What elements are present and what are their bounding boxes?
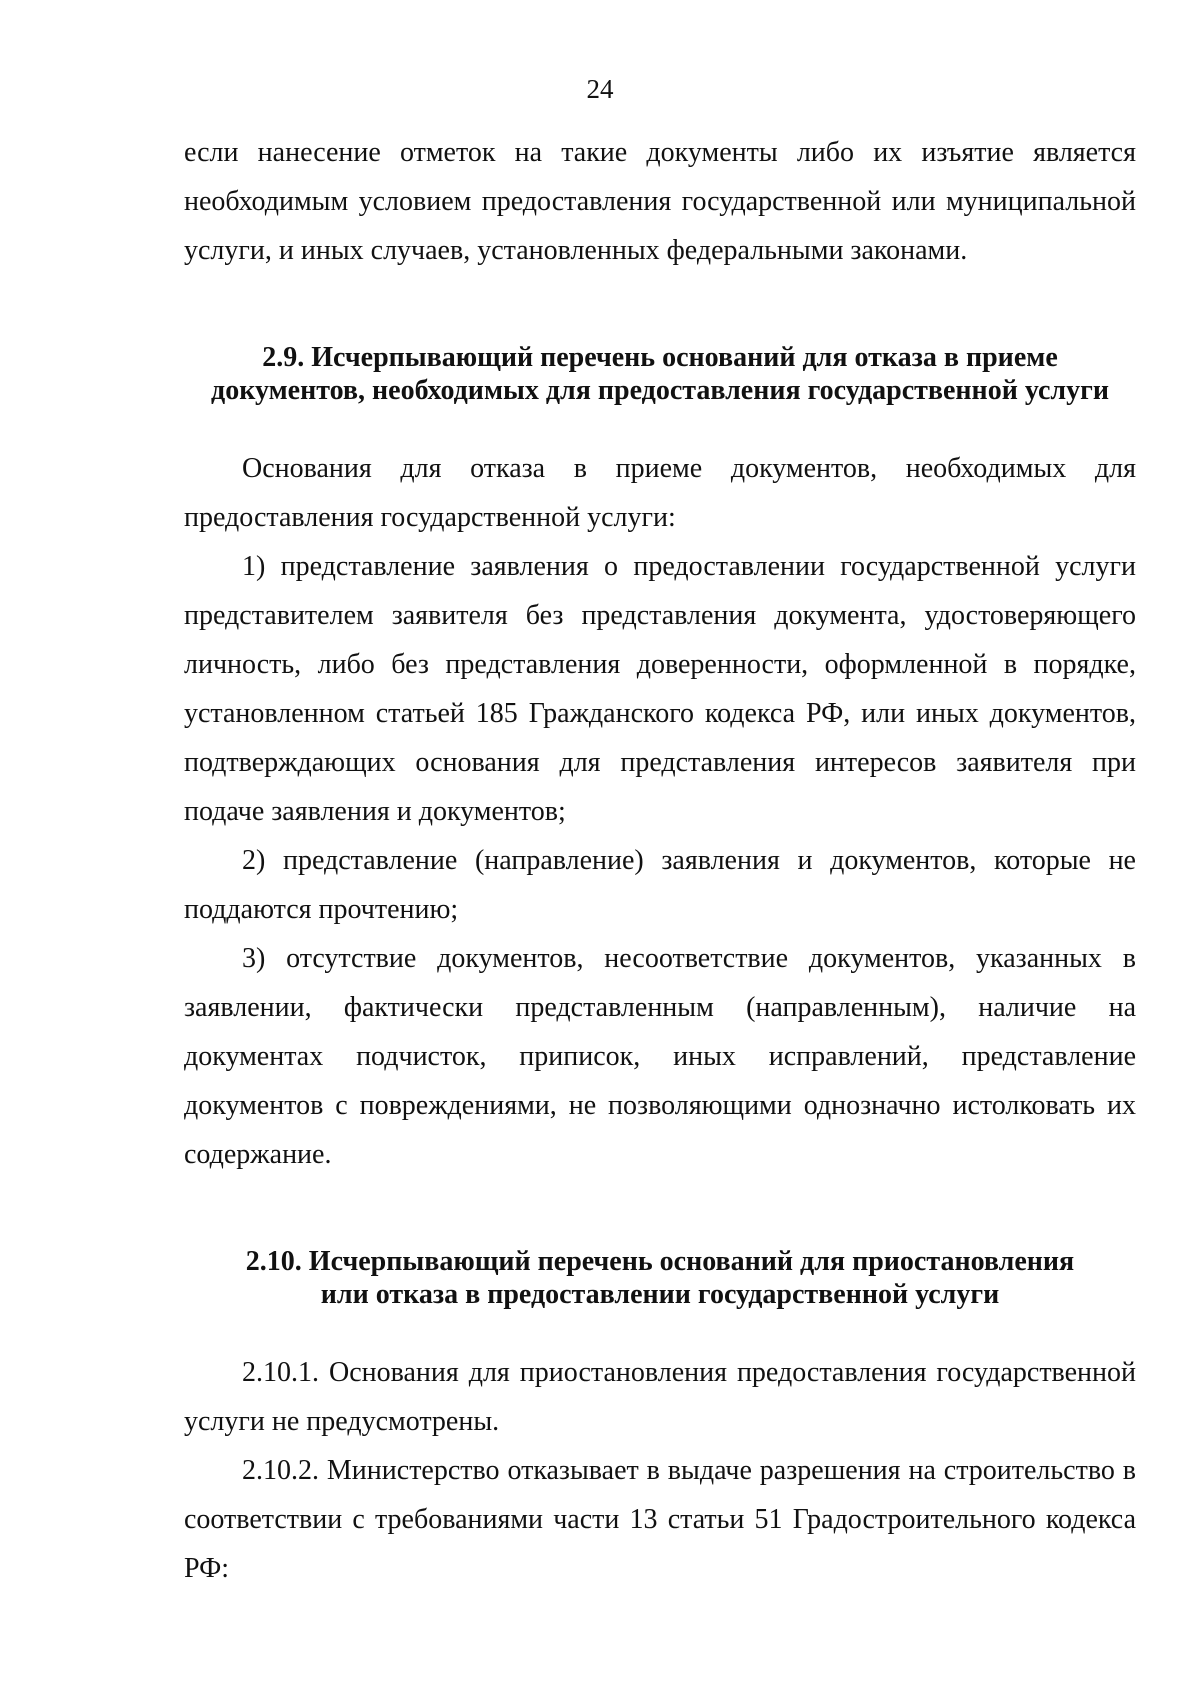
section-2-10-2-paragraph: 2.10.2. Министерство отказывает в выдаче разрешения на строительство в соответствии с требованиями части 13 статьи 51 Градостроительного кодекса РФ: (184, 1455, 1136, 1584)
intro-paragraph: если нанесение отметок на такие документы либо их изъятие является необходимым условием предоставления государственной или муниципальной услуги, и иных случаев, установленных федеральными законами. (184, 137, 1136, 266)
section-2-10-heading (184, 1245, 1136, 1311)
section-2-10-heading-line1: 2.10. Исчерпывающий перечень оснований для приостановления (245, 1246, 1075, 1277)
section-2-9-item-2: 2) представление (направление) заявления и документов, которые не поддаются прочтению; (184, 845, 1136, 925)
section-2-10-1-paragraph: 2.10.1. Основания для приостановления предоставления государственной услуги не предусмотрены. (184, 1357, 1136, 1437)
document-body (184, 128, 1136, 1593)
section-2-9-heading-line2: документов, необходимых для предоставления государственной услуги (211, 375, 1109, 406)
section-2-9-item-3: 3) отсутствие документов, несоответствие документов, указанных в заявлении, фактически представленным (направленным), наличие на документах подчисток, приписок, иных исправлений, представление документов с повреждениями, не позволяющими однозначно истолковать их содержание. (184, 943, 1136, 1170)
section-2-9-heading-line1: 2.9. Исчерпывающий перечень оснований для отказа в приеме (262, 342, 1058, 373)
section-2-9-heading (184, 341, 1136, 407)
page-number: 24 (586, 74, 614, 104)
section-2-9-lead: Основания для отказа в приеме документов, необходимых для предоставления государственной услуги: (184, 453, 1136, 533)
section-2-10-heading-line2: или отказа в предоставлении государственной услуги (320, 1279, 1000, 1310)
section-2-9-item-1: 1) представление заявления о предоставлении государственной услуги представителем заявителя без представления документа, удостоверяющего личность, либо без представления доверенности, оформленной в порядке, установленном статьей 185 Гражданского кодекса РФ, или иных документов, подтверждающих основания для представления интересов заявителя при подаче заявления и документов; (184, 551, 1136, 827)
